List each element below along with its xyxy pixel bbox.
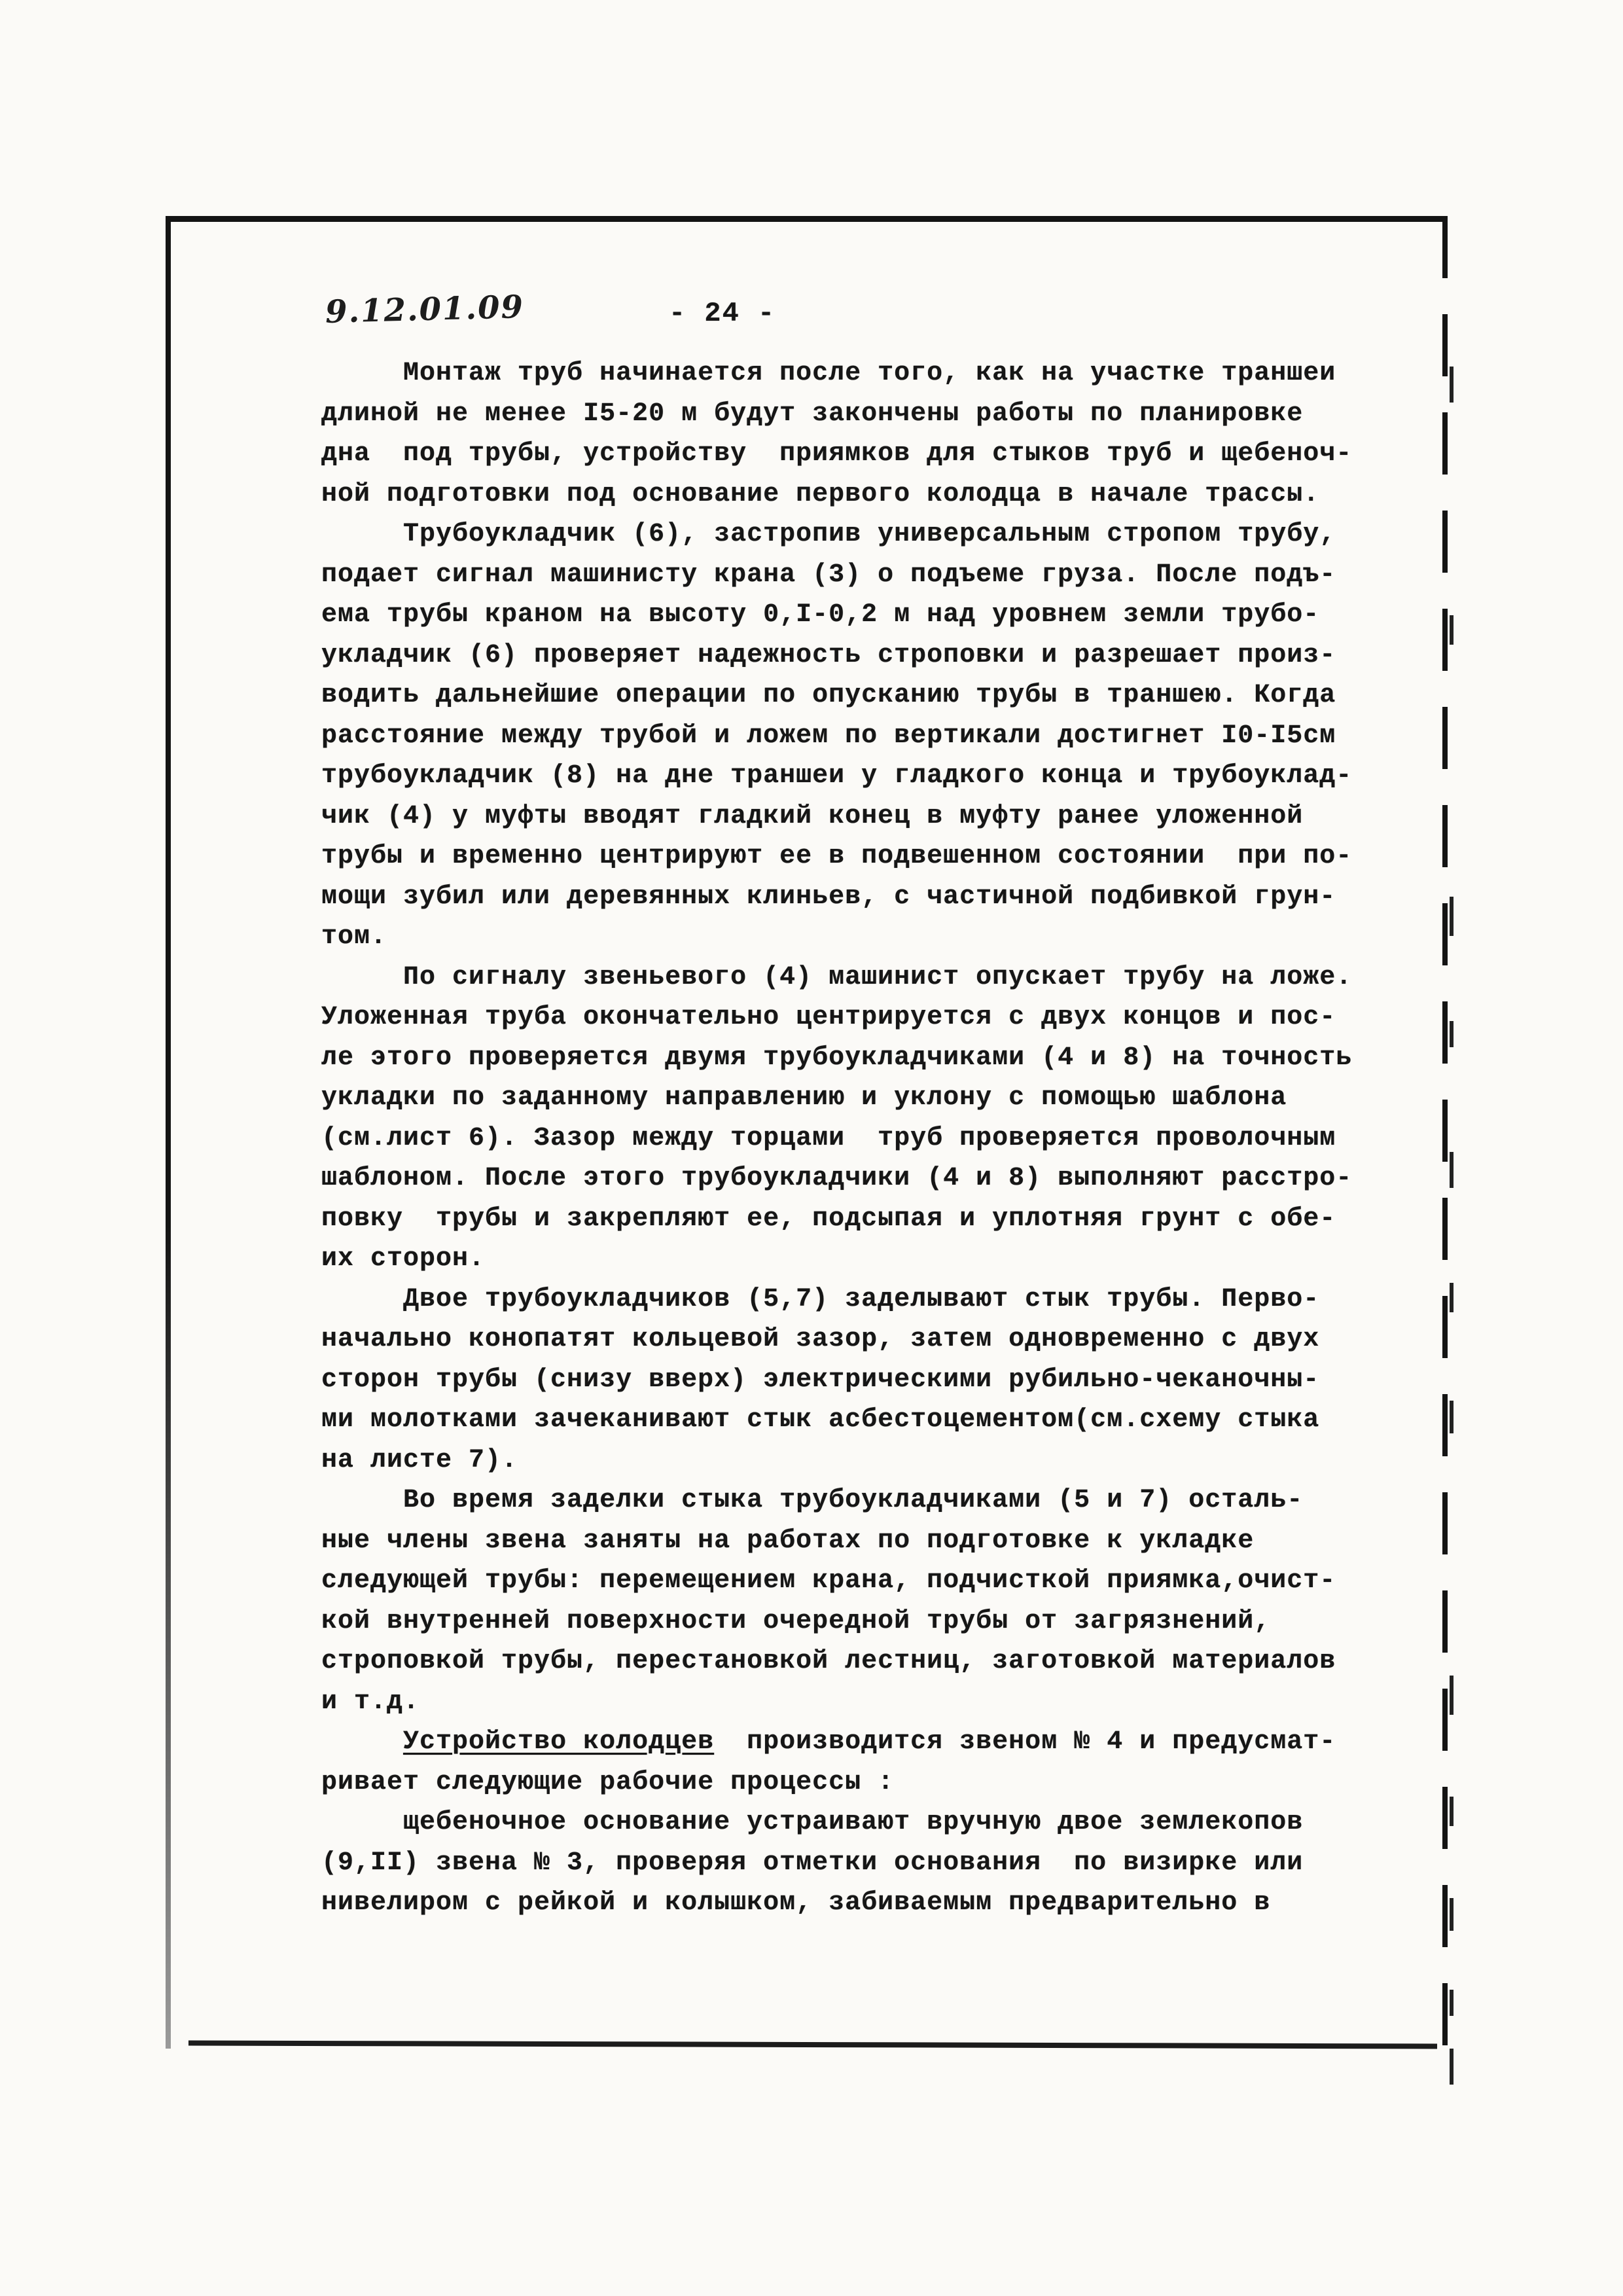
text-line: кой внутренней поверхности очередной трубы от загрязнений, [321,1606,1271,1636]
text-line: ема трубы краном на высоту 0,I-0,2 м над уровнем земли трубо- [321,600,1320,630]
page-number: - 24 - [669,298,776,329]
text-line: укладки по заданному направлению и уклону с помощью шаблона [321,1083,1287,1113]
text-line: Уложенная труба окончательно центрируется с двух концов и пос- [321,1003,1336,1032]
text-line: Трубоукладчик (6), застропив универсальным стропом трубу, [321,520,1336,549]
scan-frame-left-border [166,216,171,2049]
text-line: сторон трубы (снизу вверх) электрическими рубильно-чеканочны- [321,1365,1320,1395]
text-line: и т.д. [321,1687,420,1717]
scan-artifact-dash [1450,1021,1454,1047]
text-line: (9,II) звена № 3, проверяя отметки основания по визирке или [321,1848,1304,1878]
text-line: строповкой трубы, перестановкой лестниц, заготовкой материалов [321,1647,1336,1676]
scan-artifact-dash [1450,615,1454,645]
text-line: нивелиром с рейкой и колышком, забиваемым предварительно в [321,1888,1271,1918]
scan-artifact-dash [1450,1797,1454,1826]
scan-artifact-dash [1450,1401,1454,1433]
scan-artifact-dash [1450,1152,1454,1188]
text-line: на листе 7). [321,1445,518,1475]
text-line: Монтаж труб начинается после того, как на участке траншеи [321,359,1336,388]
scan-artifact-dash [1450,2049,1454,2085]
scan-artifact-dash [1450,1676,1454,1715]
text-line: водить дальнейшие операции по опусканию трубы в траншею. Когда [321,681,1336,710]
scan-artifact-dash [1450,897,1454,936]
scan-artifact-dash [1450,1283,1454,1312]
text-line: ривает следующие рабочие процессы : [321,1767,895,1797]
text-line: длиной не менее I5-20 м будут закончены работы по планировке [321,399,1304,429]
handwritten-doc-number: 9.12.01.09 [325,289,525,331]
scan-artifact-dash [1450,1898,1454,1931]
text-line: шаблоном. После этого трубоукладчики (4 и 8) выполняют расстро- [321,1164,1353,1193]
text-line: ные члены звена заняты на работах по подготовке к укладке [321,1526,1255,1556]
text-line: ной подготовки под основание первого колодца в начале трассы. [321,479,1320,509]
text-line: следующей трубы: перемещением крана, подчисткой приямка,очист- [321,1566,1336,1596]
text-line: чик (4) у муфты вводят гладкий конец в муфту ранее уложенной [321,801,1304,831]
text-line: щебеночное основание устраивают вручную двое землекопов [321,1808,1304,1837]
text-line: расстояние между трубой и ложем по вертикали достигнет I0-I5см [321,721,1336,751]
scan-artifact-dash [1450,367,1454,403]
scan-frame-right-border [1442,216,1448,2055]
text-line: Во время заделки стыка трубоукладчиками (5 и 7) осталь- [321,1486,1304,1515]
underlined-heading: Устройство колодцев [403,1727,715,1757]
text-line: подает сигнал машинисту крана (3) о подъеме груза. После подъ- [321,560,1336,590]
text-line: По сигналу звеньевого (4) машинист опускает трубу на ложе. [321,962,1353,992]
text-line: трубы и временно центрируют ее в подвешенном состоянии при по- [321,842,1353,871]
text-line: начально конопатят кольцевой зазор, затем одновременно с двух [321,1325,1320,1354]
text-line: укладчик (6) проверяет надежность строповки и разрешает произ- [321,640,1336,670]
text-line: дна под трубы, устройству приямков для стыков труб и щебеноч- [321,439,1353,469]
text-line: Устройство колодцев производится звеном № 4 и предусмат- [403,1727,1336,1757]
text-line: повку трубы и закрепляют ее, подсыпая и уплотняя грунт с обе- [321,1204,1336,1234]
scan-frame-top-border [166,216,1447,222]
text-line: Двое трубоукладчиков (5,7) заделывают стык трубы. Перво- [321,1284,1320,1314]
scan-artifact-dash [1450,1990,1454,2016]
text-line: мощи зубил или деревянных клиньев, с частичной подбивкой грун- [321,882,1336,912]
scan-frame-bottom-rule [188,2041,1437,2049]
body-text [321,353,1395,1924]
text-line: ми молотками зачеканивают стык асбестоцементом(см.схему стыка [321,1405,1320,1435]
text-line: их сторон. [321,1244,486,1274]
text-line: том. [321,922,387,952]
text-line: (см.лист 6). Зазор между торцами труб проверяется проволочным [321,1123,1336,1153]
text-line: трубоукладчик (8) на дне траншеи у гладкого конца и трубоуклад- [321,761,1353,791]
text-line: ле этого проверяется двумя трубоукладчиками (4 и 8) на точность [321,1043,1353,1073]
